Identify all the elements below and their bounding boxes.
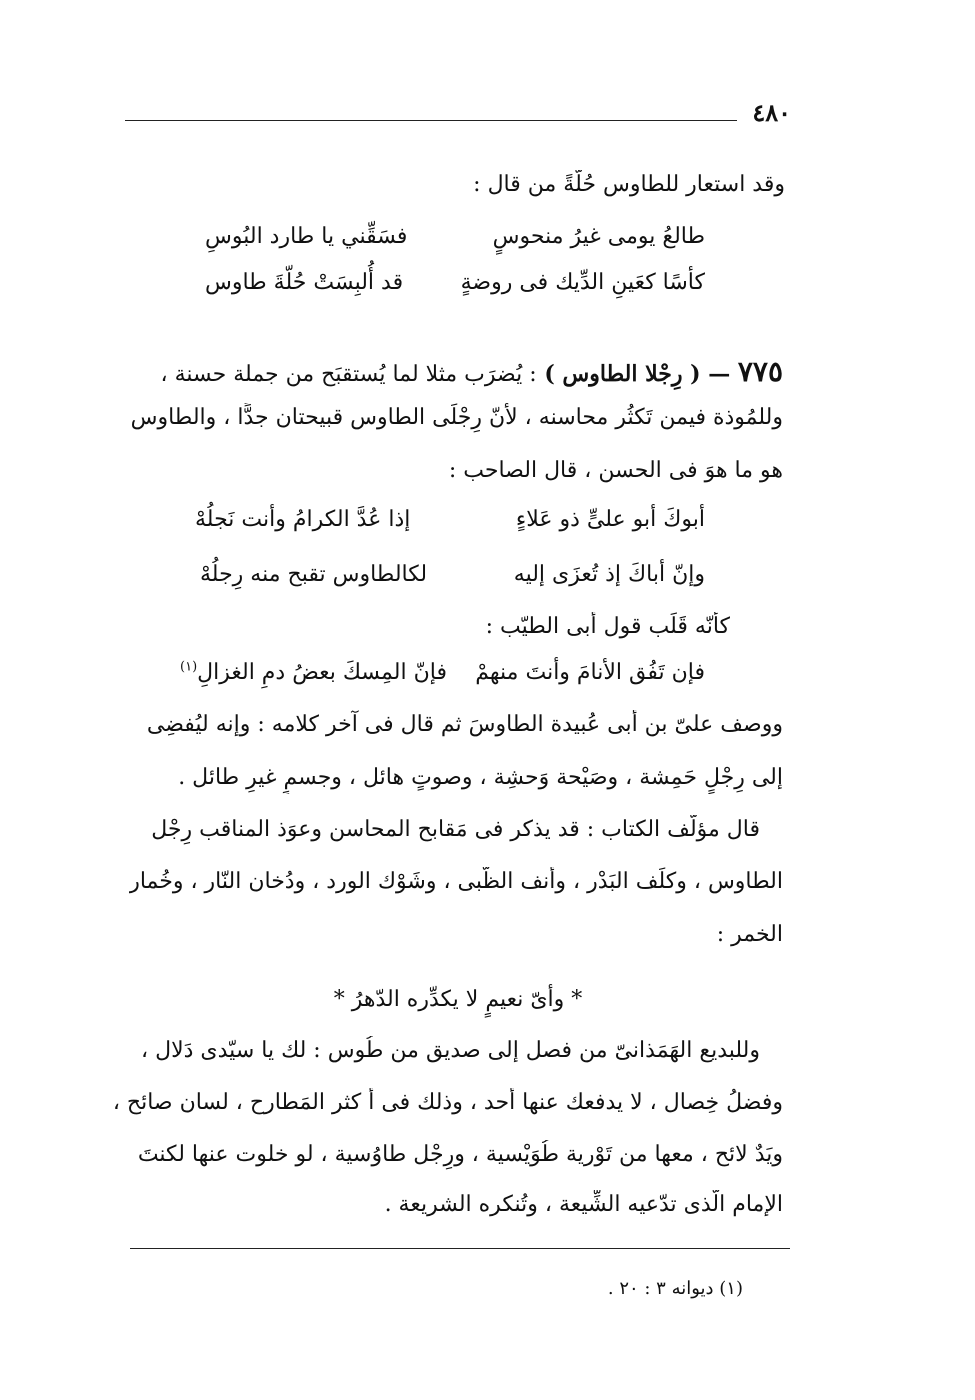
para-ali-line-2: إلى رِجْلٍ حَمِشة ، وصَيْحة وَحشِة ، وصوتٍ هائل ، وجسمٍ غيرِ طائل . xyxy=(178,765,783,790)
verse5-hemistich-right: فإن تَفُق الأنامَ وأنتَ منهمْ xyxy=(475,660,705,685)
page-header xyxy=(125,96,791,136)
verse2-hemistich-left: قد أُلبِسَتْ حُلّةَ طاوس xyxy=(205,270,404,295)
para-author-line-3: الخمر : xyxy=(716,922,783,947)
intro-line: وقد استعار للطاوس حُلّةً من قال : xyxy=(473,172,785,197)
reversal-line: كأنّه قَلَب قول أبى الطيّب : xyxy=(485,614,730,639)
para-badi-line-2: وفضلُ خِصال ، لا يدفعك عنها أحد ، وذلك فى أ كثر المَطارح ، لسان صائح ، xyxy=(112,1090,783,1115)
entry-title: ( رِجْلا الطاوس ) xyxy=(544,361,701,387)
para-author-line-1: قال مؤلّف الكتاب : قد يذكر فى مَقابح المحاسن وعوَذ المناقب رِجْل xyxy=(151,817,760,842)
header-rule xyxy=(125,120,737,121)
para-badi-line-3: ويَدٌ لائح ، معها من تَوْرية طُوَيْسية ، ورِجْل طاوُسية ، لو خلوت عنها لكنتَ xyxy=(137,1142,783,1167)
verse1-hemistich-left: فسَقِّني يا طارد البُوسِ xyxy=(205,224,408,249)
entry-number: ٧٧٥ xyxy=(737,355,783,388)
verse2-hemistich-right: كأسًا كعَينِ الدِّيك فى روضةٍ xyxy=(460,270,705,295)
verse3-hemistich-right: أبوكَ أبو علىٍّ ذو عَلاءٍ xyxy=(515,507,705,532)
verse4-hemistich-right: وإنّ أباكَ إذ تُعزَى إليه xyxy=(513,562,705,587)
para-badi-line-1: وللبديع الهَمَذانىّ من فصل إلى صديق من طُوس : لك يا سيّدى دَلال ، xyxy=(141,1038,760,1063)
footnote-mark: (١) xyxy=(180,659,198,675)
verse5-left-text: فإنّ المِسكَ بعضُ دمِ الغزالِ xyxy=(197,660,447,685)
verse1-hemistich-right: طالعُ يومى غيرُ منحوسٍ xyxy=(492,224,705,249)
footnote: (١) ديوانه ٣ : ٢٠ . xyxy=(607,1278,743,1299)
page-number: ٤٨٠ xyxy=(752,98,791,127)
entry-line-3: هو ما هوَ فى الحسن ، قال الصاحب : xyxy=(448,458,783,483)
entry-dash: — xyxy=(708,361,731,387)
para-ali-line-1: ووصف علىّ بن أبى عُبيدة الطاوسَ ثم قال فى آخر كلامه : وإنه ليُفضِى xyxy=(146,712,783,737)
verse5-hemistich-left xyxy=(180,658,447,689)
para-badi-line-4: الإمام الّذى تدّعيه الشِّيعة ، وتُنكره الشريعة . xyxy=(384,1192,783,1217)
entry-line-2: وللمُوذة فيمن تَكثُر محاسنه ، لأنّ رِجْلَى الطاوس قبيحتان جدًّا ، والطاوس xyxy=(130,405,783,430)
verse4-hemistich-left: لكالطاوس تقبح منه رِجلُهْ xyxy=(200,562,428,587)
verse3-hemistich-left: إذا عُدَّ الكرامُ وأنت نَجلُهْ xyxy=(195,507,411,532)
footnote-rule xyxy=(130,1248,790,1249)
quote-hemistich: * وأىّ نعيمٍ لا يكدِّره الدّهرُ * xyxy=(333,987,583,1012)
entry-heading-line xyxy=(161,352,783,391)
entry-line1-rest: : يُضرَب مثلا لما يُستقبَح من جملة حسنة ، xyxy=(160,362,537,387)
para-author-line-2: الطاوس ، وكلَف البَدْر ، وأنف الظّبى ، وشَوْك الورد ، ودُخان النّار ، وخُمار xyxy=(129,869,783,894)
